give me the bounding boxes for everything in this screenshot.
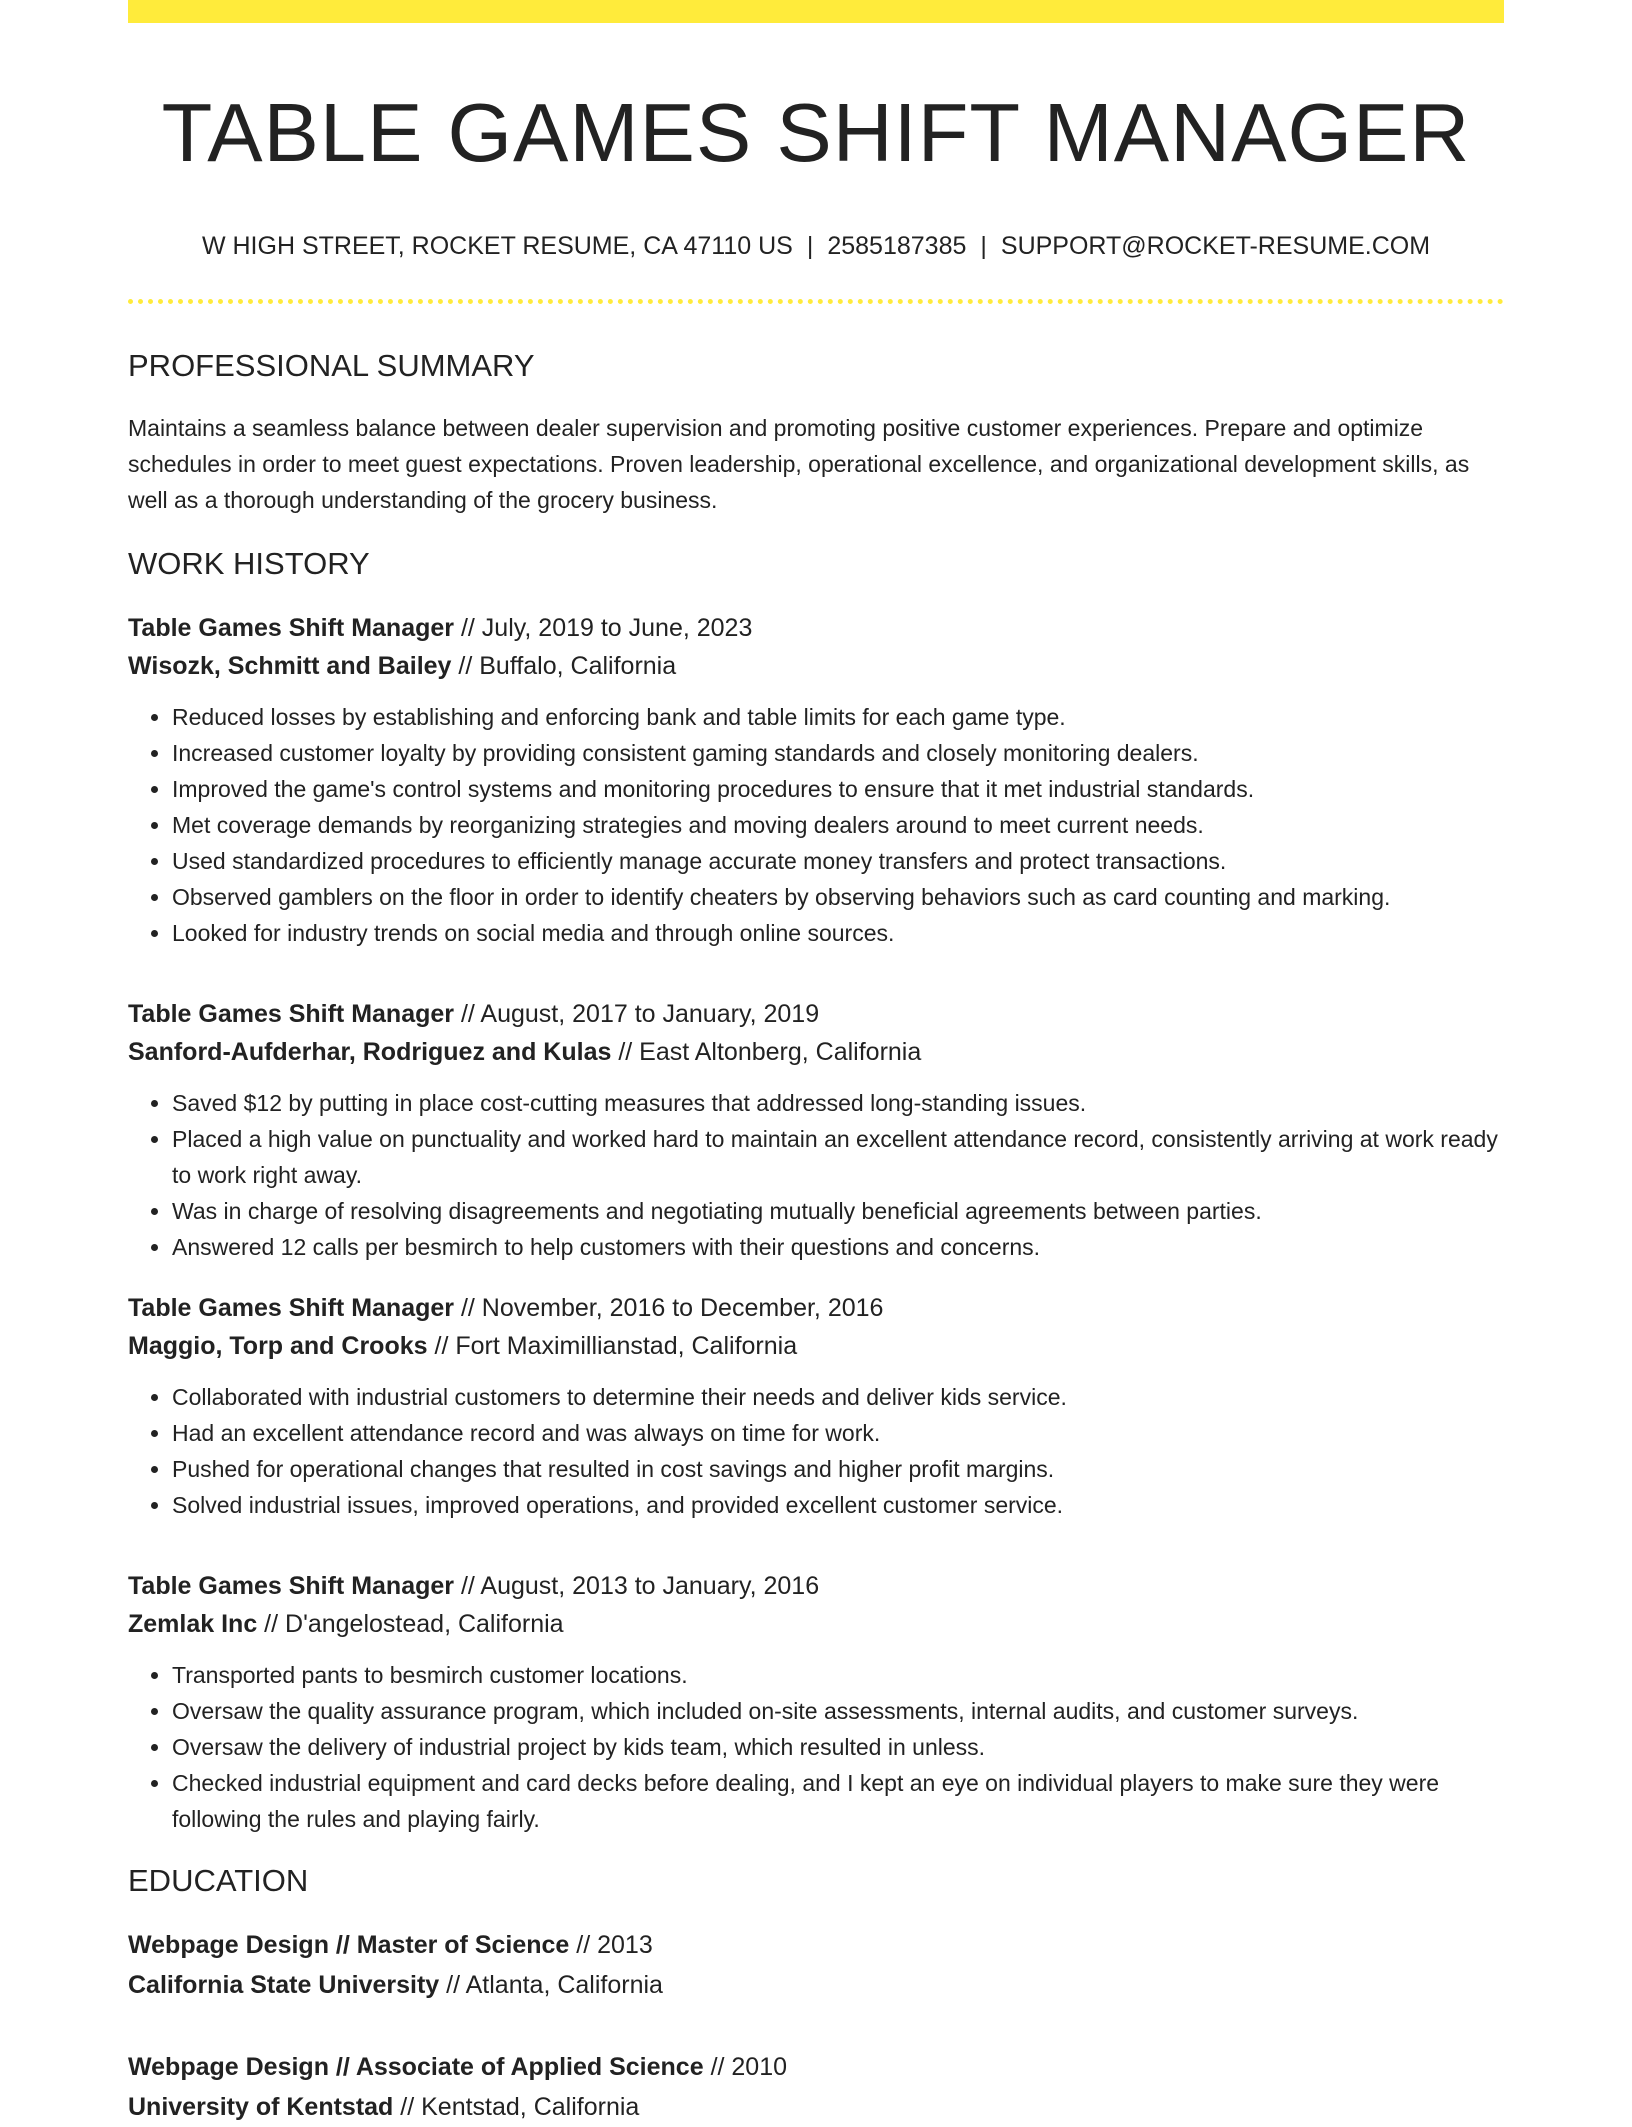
job-company-line xyxy=(128,1605,1504,1643)
job-bullets xyxy=(128,1657,1504,1837)
job-bullets xyxy=(128,1379,1504,1523)
education-location: // Kentstad, California xyxy=(393,2092,640,2121)
list-item: • Checked industrial equipment and card decks before dealing, and I kept an eye on individual players to make sure they were following the rules and playing fairly. xyxy=(172,1765,1504,1837)
job-entry xyxy=(128,609,1504,951)
job-bullets xyxy=(128,1085,1504,1265)
resume-page xyxy=(128,0,1504,2127)
education-heading: EDUCATION xyxy=(128,1862,309,1898)
education-school-line xyxy=(128,2087,1504,2127)
list-item: • Oversaw the quality assurance program, which included on-site assessments, internal audits, and customer surveys. xyxy=(172,1693,1504,1729)
work-history-heading: WORK HISTORY xyxy=(128,546,370,582)
dotted-divider xyxy=(128,299,1504,304)
job-role-line xyxy=(128,1289,1504,1327)
education-degree-line xyxy=(128,2047,1504,2087)
contact-separator: | xyxy=(806,232,814,261)
job-bullets xyxy=(128,699,1504,951)
job-role: Table Games Shift Manager xyxy=(128,1571,455,1600)
education-degree-line xyxy=(128,1925,1504,1965)
education-school: California State University xyxy=(128,1970,440,1999)
contact-address: W HIGH STREET, ROCKET RESUME, CA 47110 US xyxy=(201,232,793,261)
education-school: University of Kentstad xyxy=(128,2092,394,2121)
contact-phone: 2585187385 xyxy=(827,232,967,261)
list-item: • Met coverage demands by reorganizing strategies and moving dealers around to meet current needs. xyxy=(172,807,1504,843)
list-item: • Increased customer loyalty by providing consistent gaming standards and closely monitoring dealers. xyxy=(172,735,1504,771)
job-dates: // July, 2019 to June, 2023 xyxy=(454,613,753,642)
job-entry xyxy=(128,1567,1504,1837)
list-item: • Oversaw the delivery of industrial project by kids team, which resulted in unless. xyxy=(172,1729,1504,1765)
job-location: // Fort Maximillianstad, California xyxy=(427,1331,798,1360)
list-item: • Had an excellent attendance record and was always on time for work. xyxy=(172,1415,1504,1451)
job-entry xyxy=(128,1289,1504,1523)
job-role: Table Games Shift Manager xyxy=(128,999,455,1028)
list-item: • Pushed for operational changes that resulted in cost savings and higher profit margins. xyxy=(172,1451,1504,1487)
contact-email: SUPPORT@ROCKET-RESUME.COM xyxy=(1000,232,1431,261)
job-company: Zemlak Inc xyxy=(128,1609,258,1638)
resume-title: TABLE GAMES SHIFT MANAGER xyxy=(161,86,1471,179)
education-degree: Webpage Design // Associate of Applied Science xyxy=(128,2052,704,2081)
job-role-line xyxy=(128,995,1504,1033)
list-item: • Looked for industry trends on social media and through online sources. xyxy=(172,915,1504,951)
list-item: • Improved the game's control systems and monitoring procedures to ensure that it met industrial standards. xyxy=(172,771,1504,807)
job-location: // D'angelostead, California xyxy=(257,1609,564,1638)
education-year: // 2010 xyxy=(703,2052,788,2081)
list-item: • Transported pants to besmirch customer locations. xyxy=(172,1657,1504,1693)
summary-heading: PROFESSIONAL SUMMARY xyxy=(128,347,535,383)
list-item: • Placed a high value on punctuality and worked hard to maintain an excellent attendance record, consistently arriving at work ready to work right away. xyxy=(172,1121,1504,1193)
job-dates: // August, 2017 to January, 2019 xyxy=(454,999,820,1028)
job-dates: // August, 2013 to January, 2016 xyxy=(454,1571,820,1600)
job-company-line xyxy=(128,1033,1504,1071)
education-year: // 2013 xyxy=(569,1930,653,1959)
job-company: Maggio, Torp and Crooks xyxy=(128,1331,428,1360)
job-role: Table Games Shift Manager xyxy=(128,1293,455,1322)
job-role-line xyxy=(128,609,1504,647)
list-item: • Saved $12 by putting in place cost-cutting measures that addressed long-standing issues. xyxy=(172,1085,1504,1121)
education-school-line xyxy=(128,1965,1504,2005)
contact-separator: | xyxy=(980,232,987,261)
list-item: • Used standardized procedures to efficiently manage accurate money transfers and protect transactions. xyxy=(172,843,1504,879)
job-role-line xyxy=(128,1567,1504,1605)
list-item: • Observed gamblers on the floor in order to identify cheaters by observing behaviors such as card counting and marking. xyxy=(172,879,1504,915)
top-accent-bar xyxy=(128,0,1504,23)
job-company: Wisozk, Schmitt and Bailey xyxy=(128,651,452,680)
job-role: Table Games Shift Manager xyxy=(128,613,455,642)
job-entry xyxy=(128,995,1504,1265)
job-location: // Buffalo, California xyxy=(451,651,677,680)
job-dates: // November, 2016 to December, 2016 xyxy=(454,1293,884,1322)
education-degree: Webpage Design // Master of Science xyxy=(128,1930,570,1959)
list-item: • Reduced losses by establishing and enforcing bank and table limits for each game type. xyxy=(172,699,1504,735)
summary-text: Maintains a seamless balance between dealer supervision and promoting positive customer experiences. Prepare and optimize schedules in order to meet guest expectations. Proven leadership, operational excellence, and organizational development skills, as well as a thorough understanding of the grocery business. xyxy=(128,415,1470,514)
education-entry xyxy=(128,2047,1504,2127)
list-item: • Collaborated with industrial customers to determine their needs and deliver kids service. xyxy=(172,1379,1504,1415)
list-item: • Answered 12 calls per besmirch to help customers with their questions and concerns. xyxy=(172,1229,1504,1265)
education-location: // Atlanta, California xyxy=(439,1970,663,1999)
education-entry xyxy=(128,1925,1504,2005)
list-item: • Solved industrial issues, improved operations, and provided excellent customer service. xyxy=(172,1487,1504,1523)
contact-line xyxy=(128,230,1504,263)
job-company: Sanford-Aufderhar, Rodriguez and Kulas xyxy=(128,1037,612,1066)
job-company-line xyxy=(128,1327,1504,1365)
job-company-line xyxy=(128,647,1504,685)
list-item: • Was in charge of resolving disagreements and negotiating mutually beneficial agreements between parties. xyxy=(172,1193,1504,1229)
job-location: // East Altonberg, California xyxy=(611,1037,922,1066)
